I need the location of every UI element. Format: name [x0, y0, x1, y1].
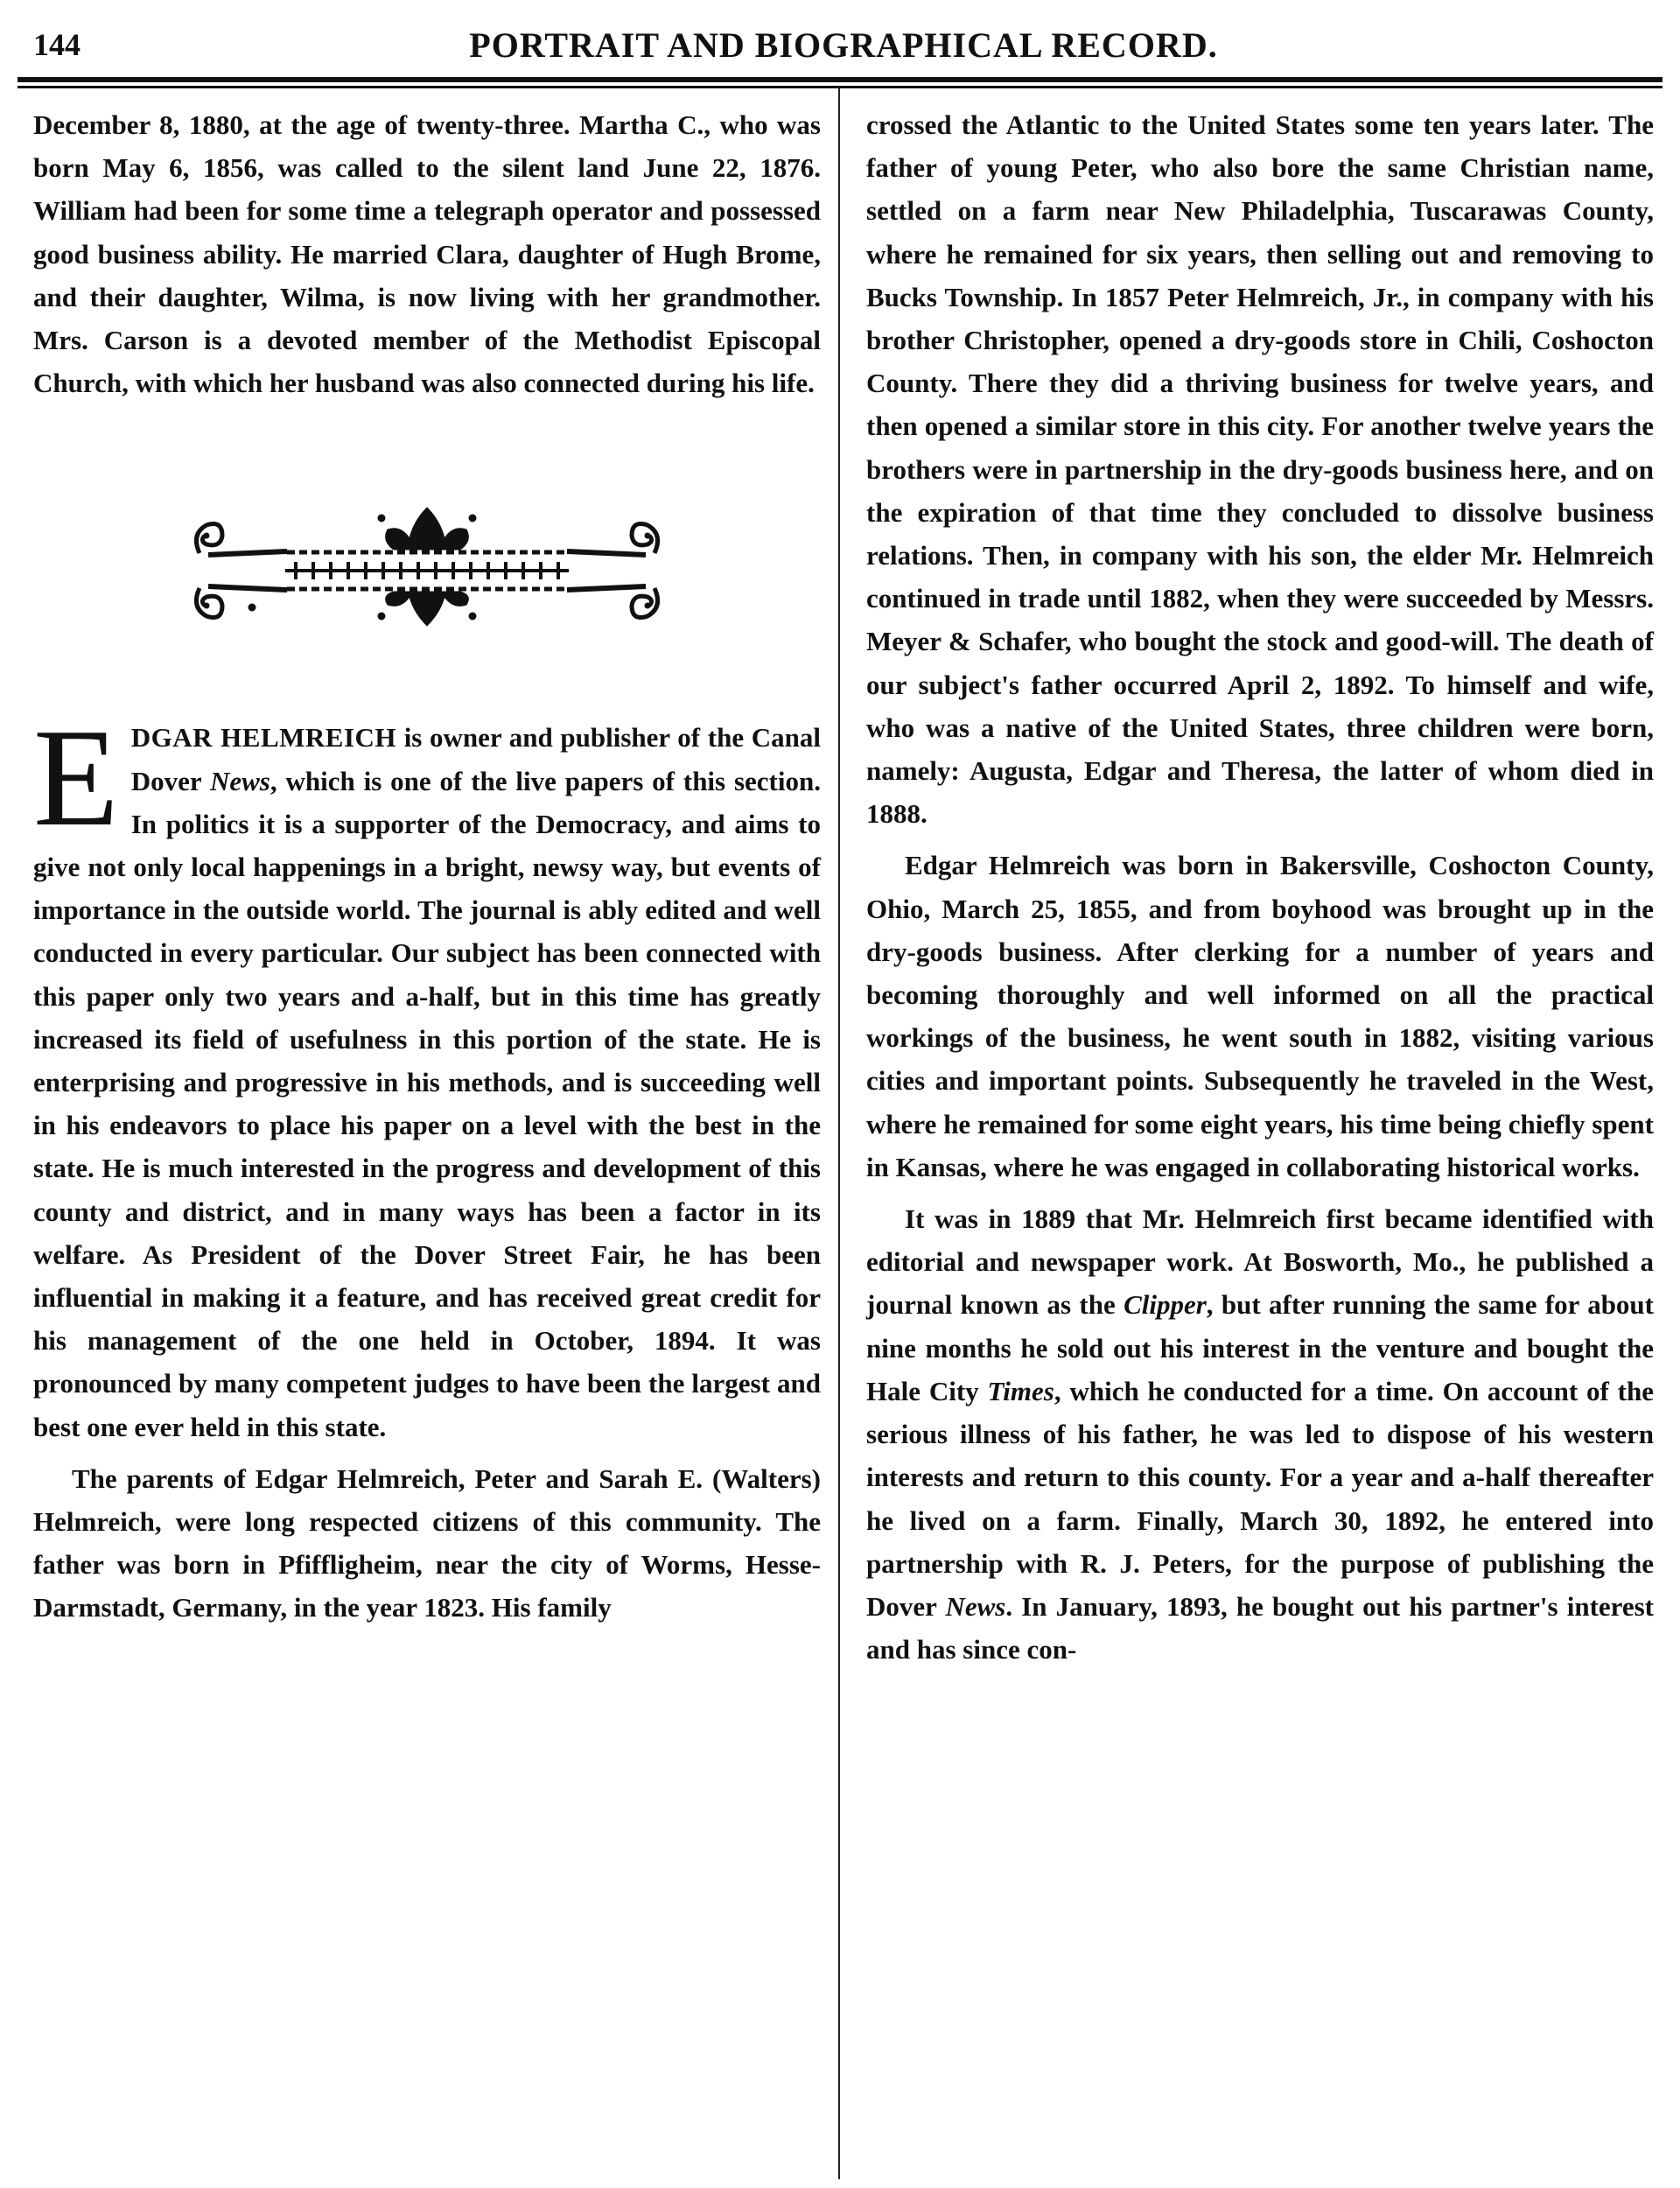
- drop-cap: E: [33, 699, 119, 856]
- paragraph-continued: December 8, 1880, at the age of twenty-three. Martha C., who was born May 6, 1856, was called to the silent land June 22, 1876. William had been for some time a telegraph operator and possessed good business ability. He married Clara, daughter of Hugh Brome, and their daughter, Wilma, is now living with her grandmother. Mrs. Carson is a devoted member of the Methodist Episcopal Church, with which her husband was also connected during his life.: [33, 109, 821, 399]
- paragraph-continued: crossed the Atlantic to the United States some ten years later. The father of young Peter, who also bore the same Christian name, settled on a farm near New Philadelphia, Tuscarawas County, where he remained for six years, then selling out and removing to Bucks Township. In 1857 Peter Helmreich, Jr., in company with his brother Christopher, opened a dry-goods store in Chili, Coshocton County. There they did a thriving business for twelve years, and then opened a similar store in this city. For another twelve years the brothers were in partnership in the dry-goods business here, and on the expiration of that time they concluded to dissolve business relations. Then, in company with his son, the elder Mr. Helmreich continued in trade until 1882, when they were succeeded by Messrs. Meyer & Schafer, who bought the stock and good-will. The death of our subject's father occurred April 2, 1892. To himself and wife, who was a native of the United States, three children were born, namely: Augusta, Edgar and Theresa, the latter of whom died in 1888.: [866, 109, 1654, 830]
- page-header: [33, 19, 1654, 72]
- newspaper-title: News: [945, 1590, 1006, 1622]
- text-run: . In January, 1893, he bought out his partner's interest and has since con-: [866, 1590, 1654, 1666]
- paragraph-birth: Edgar Helmreich was born in Bakersville, Coshocton County, Ohio, March 25, 1855, and from boyhood was brought up in the dry-goods business. After clerking for a number of years and becoming thoroughly and well informed on all the practical workings of the business, he went south in 1882, visiting various cities and important points. Subsequently he traveled in the West, where he remained for some eight years, his time being chiefly spent in Kansas, where he was engaged in collaborating historical works.: [866, 850, 1654, 1182]
- header-rule-thin: [18, 86, 1662, 88]
- paragraph-career: [866, 1197, 1654, 1671]
- header-rule-thick: [18, 77, 1662, 82]
- text-run: is owner and publisher of the Canal Dover: [130, 722, 821, 796]
- subject-name: DGAR HELMREICH: [130, 722, 397, 754]
- left-column: [33, 103, 821, 1630]
- newspaper-title: Clipper: [1124, 1289, 1207, 1321]
- newspaper-title: News: [209, 765, 270, 796]
- text-run: , which is one of the live papers of this section. In politics it is a supporter of the Democracy, and aims to give not only local happenings in a bright, newsy way, but events of importance in the outside world. The journal is ably edited and well conducted in every particular. Our subject has been connected with this paper only two years and a-half, but in this time has greatly increased its field of usefulness in this portion of the state. He is enterprising and progressive in his methods, and is succeeding well in his endeavors to place his paper on a level with the best in the state. He is much interested in the progress and development of this county and district, and in many ways has been a factor in its welfare. As President of the Dover Street Fair, he has been influential in making it a feature, and has received great credit for his management of the one held in October, 1894. It was pronounced by many competent judges to have been the largest and best one ever held in this state.: [33, 765, 821, 1442]
- text-run: , which he conducted for a time. On account of the serious illness of his father, he was led to dispose of his western interests and return to this county. For a year and a-half thereafter he lived on a farm. Finally, March 30, 1892, he entered into partnership with R. J. Peters, for the purpose of publishing the Dover: [866, 1375, 1655, 1622]
- paragraph-parents: The parents of Edgar Helmreich, Peter and Sarah E. (Walters) Helmreich, were long respected citizens of this community. The father was born in Pfiffligheim, near the city of Worms, Hesse-Darmstadt, Germany, in the year 1823. His family: [33, 1462, 821, 1623]
- column-divider: [838, 88, 840, 2179]
- page-number: 144: [33, 27, 80, 62]
- right-column: [866, 103, 1654, 1671]
- newspaper-title: Times: [987, 1375, 1054, 1406]
- running-head: PORTRAIT AND BIOGRAPHICAL RECORD.: [469, 25, 1218, 65]
- text-run: It was in 1889 that Mr. Helmreich first became identified with editorial and newspaper work. At Bosworth, Mo., he published a journal known as the: [866, 1203, 1654, 1321]
- text-run: , but after running the same for about nine months he sold out his interest in the venture and bought the Hale City: [866, 1289, 1654, 1406]
- ornament-divider-icon: [164, 499, 690, 630]
- biography-intro: [33, 699, 821, 1448]
